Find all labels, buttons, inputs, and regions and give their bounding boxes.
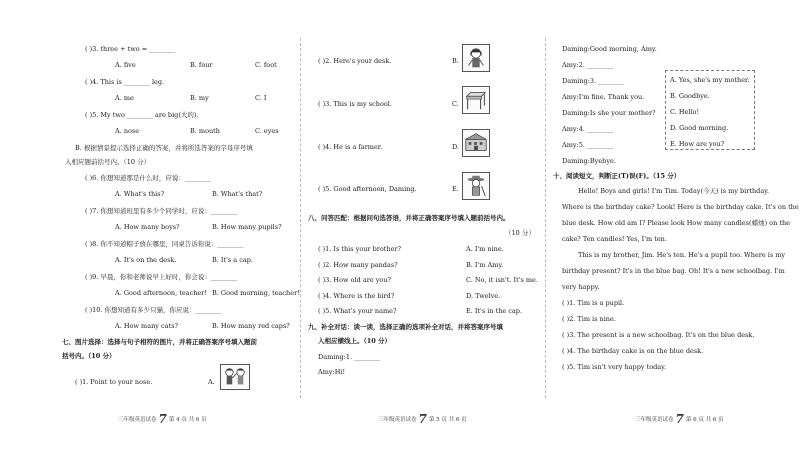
match-answer-d: D. Twelve. [466,292,501,300]
match-question-1: ( )1. Is this your brother? [318,245,402,253]
true-false-4: ( )4. The birthday cake is on the blue desk. [562,347,704,355]
passage-line-7: very happy. [562,283,600,291]
q6-option-b: B. What's that? [212,190,263,198]
footer-exam-name: 三年级英语试卷 [378,417,417,423]
dialogue-line-6: Amy:I'm fine. Thank you. [562,93,645,101]
page-4-footer [118,412,207,426]
footer-logo-number: 7 [675,412,684,426]
q8-option-a: A. It's on the desk. [115,256,177,264]
column-divider [300,38,301,398]
q4-option-b: B. my [190,94,209,102]
dialogue-line-5: Daming:3. ________ [562,77,625,85]
passage-line-1: Hello! Boys and girls! I'm Tim. Today(今天) is my birthday. [578,187,770,195]
passage-line-6: birthday present? It's in the blue bag. Oh! It's a new schoolbag. I'm [562,267,785,275]
dialogue-line-3: Daming:Good morning, Amy. [562,45,657,53]
dialogue-line-1: Daming:1. ________ [318,353,381,361]
passage-line-5: This is my brother, Jim. He's ten. He's a pupil too. Where is my [578,251,786,259]
picture-question-3: ( )3. This is my school. [318,100,392,108]
box-option-e: E. How are you? [670,140,725,148]
picture-letter-c: C. [452,100,459,108]
section-7-heading-1: 七、图片选择：选择与句子相符的图片，并将正确答案序号填入题前 [62,338,257,346]
section-10-heading: 十、阅读短文，判断正(T)误(F)。（15 分） [553,172,681,180]
match-answer-e: E. It's in the cap. [466,307,523,315]
question-6: ( )6. 你想知道那是什么时，应说：________ [85,174,211,182]
dialogue-line-10: Daming:Byebye. [562,157,616,165]
q4-option-a: A. me [115,94,134,102]
q3-option-b: B. four [190,61,213,69]
dialogue-line-9: Amy:5. ________ [562,141,613,149]
column-divider [545,38,546,398]
question-5: ( )5. My two ________ are big(大的). [85,111,199,119]
q7-option-b: B. How many pupils? [212,223,282,231]
question-3: ( )3. three + two = ________ [85,45,176,53]
section-9-heading-1: 九、补全对话：读一读，选择正确的选项补全对话，并将答案序号填 [308,323,503,331]
footer-page-number: 第 5 页 共 6 页 [428,417,467,423]
section-8-score: （10 分） [505,229,535,237]
question-9: ( )9. 早晨，你和老师说早上好时，你会说：________ [85,273,237,281]
page-5-footer [378,412,467,426]
question-8: ( )8. 你不知道帽子放在哪里，同桌告诉你说：________ [85,240,244,248]
two-children-picture [220,364,250,390]
section-b-heading-2: 入相应题前括号内。（10 分） [65,158,151,166]
q5-option-b: B. mouth [190,127,220,135]
page-6-footer [635,412,724,426]
question-10: ( )10. 你想知道有多少只猫，你应说：________ [85,306,222,314]
q5-option-a: A. nose [115,127,140,135]
match-question-3: ( )3. How old are you? [318,276,391,284]
match-answer-c: C. No, it isn't. It's me. [466,276,538,284]
match-answer-b: B. I'm Amy. [466,261,504,269]
dialogue-line-2: Amy:Hi! [318,368,346,376]
section-7-heading-2: 括号内。（10 分） [62,352,116,360]
match-answer-a: A. I'm nine. [466,245,504,253]
match-question-5: ( )5. What's your name? [318,307,397,315]
picture-question-1: ( )1. Point to your nose. [75,378,153,386]
q9-option-b: B. Good morning, teacher! [212,289,300,297]
picture-question-5: ( )5. Good afternoon, Daming. [318,185,417,193]
box-option-a: A. Yes, she's my mother. [670,76,750,84]
picture-letter-e: E. [452,185,459,193]
true-false-5: ( )5. Tim isn't very happy today. [562,363,667,371]
section-b-heading-1: B. 根据情景提示选择正确的答案，并将所选答案的字母序号填 [75,144,253,152]
passage-line-3: blue desk. How old am I? Please look How many candles(蜡烛) on the [562,219,790,227]
dialogue-line-7: Daming:Is she your mother? [562,109,656,117]
q5-option-c: C. eyes [255,127,279,135]
footer-logo-number: 7 [418,412,427,426]
footer-exam-name: 三年级英语试卷 [635,417,674,423]
picture-question-4: ( )4. He is a farmer. [318,143,383,151]
picture-letter-b: B. [452,57,459,65]
q6-option-a: A. What's this? [115,190,165,198]
q10-option-a: A. How many cats? [115,322,178,330]
passage-line-4: cake? Ten candles! Yes, I'm ten. [562,235,667,243]
desk-picture [462,86,490,114]
school-building-picture [462,129,490,157]
match-question-2: ( )2. How many pandas? [318,261,398,269]
farmer-picture [462,172,490,200]
footer-page-number: 第 6 页 共 6 页 [685,417,724,423]
box-option-c: C. Hello! [670,108,700,116]
q7-option-a: A. How many boys? [115,223,180,231]
picture-letter-d: D. [452,143,460,151]
q3-option-a: A. five [115,61,136,69]
question-7: ( )7. 你想知道班里有多少个同学时，应说：________ [85,207,237,215]
footer-page-number: 第 4 页 共 6 页 [168,417,207,423]
q3-option-c: C. foot [255,61,277,69]
true-false-2: ( )2. Tim is nine. [562,315,616,323]
picture-question-2: ( )2. Here's your desk. [318,57,392,65]
match-question-4: ( )4. Where is the bird? [318,292,395,300]
footer-exam-name: 三年级英语试卷 [118,417,157,423]
picture-letter-a: A. [208,378,215,386]
section-8-heading: 八、问答匹配：根据问句选答语，并将正确答案序号填入题前括号内。 [308,214,510,222]
q4-option-c: C. I [255,94,267,102]
box-option-d: D. Good morning. [670,124,729,132]
q8-option-b: B. It's a cap. [212,256,253,264]
dialogue-line-8: Amy:4. ________ [562,125,613,133]
passage-line-2: Where is the birthday cake? Look! Here is the birthday cake. It's on the [562,203,799,211]
true-false-1: ( )1. Tim is a pupil. [562,299,625,307]
box-option-b: B. Goodbye. [670,92,710,100]
q9-option-a: A. Good afternoon, teacher! [115,289,207,297]
girl-picture [462,44,490,72]
dialogue-line-4: Amy:2. ________ [562,61,613,69]
section-9-heading-2: 入相应横线上。（10 分） [318,337,392,345]
true-false-3: ( )3. The present is a new schoolbag. It's on the blue desk. [562,331,755,339]
footer-logo-number: 7 [158,412,167,426]
question-4: ( )4. This is ________ leg. [85,78,165,86]
q10-option-b: B. How many red caps? [212,322,290,330]
